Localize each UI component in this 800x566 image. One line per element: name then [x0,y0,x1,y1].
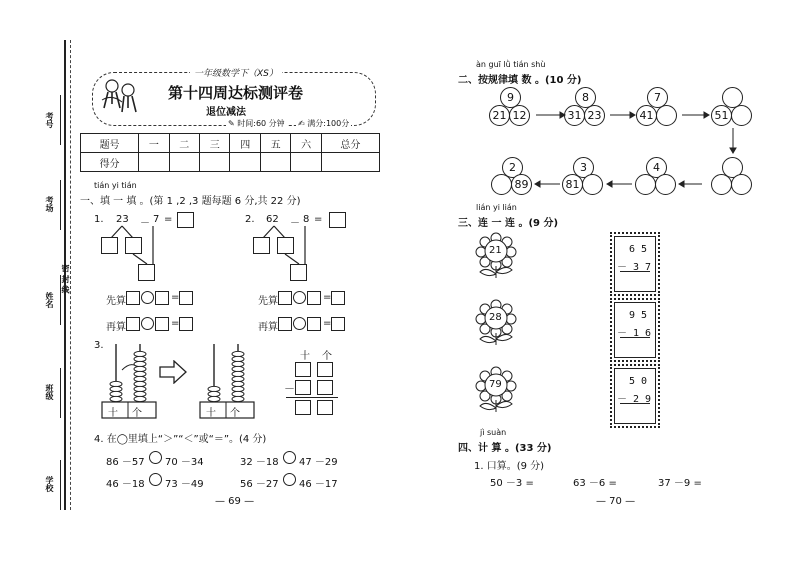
q1-answer-box[interactable] [177,212,194,228]
section3-pinyin: lián yi lián [476,203,517,212]
page-number-left: — 69 — [215,496,255,507]
abacus-after-tens: 十 [206,408,216,419]
kids-illustration [100,78,142,114]
compare-circle[interactable] [283,451,296,464]
abacus-after-ones: 个 [230,408,240,419]
score-header-cell: 三 [200,134,230,153]
q2-then-box[interactable] [307,317,321,331]
q2-then-op-circle[interactable] [293,317,306,330]
q1-operator: － [140,218,150,229]
vertical-box[interactable] [295,400,311,415]
q2-first-result[interactable] [331,291,345,305]
q1-number: 1. [94,214,104,225]
series-label: 一年级数学下（XS） [190,66,282,79]
score-header-cell: 一 [139,134,169,153]
q1-then-box[interactable] [126,317,140,331]
flower-number: 28 [489,312,502,323]
q2-then-box[interactable] [278,317,292,331]
pattern-circle: 2 [502,157,523,178]
score-header-cell: 总分 [321,134,379,153]
score-header-cell: 题号 [81,134,139,153]
section1-title: 一、填 一 填 。(第 1 ,2 ,3 题每题 6 分,共 22 分) [80,196,301,207]
pattern-circle: 12 [509,105,530,126]
q4-left-expr: 56 －27 [240,479,279,490]
q1-then-box[interactable] [155,317,169,331]
clock-icon: ✎ [228,119,235,128]
score-table-score-row [81,153,380,172]
section2-pinyin: àn guī lǜ tián shù [476,60,546,69]
section2-title: 二、按规律填 数 。(10 分) [458,75,582,86]
q4-title: 4. 在◯里填上“＞”“＜”或“＝”。(4 分) [94,434,267,445]
q2-then-label: 再算 [258,322,278,333]
vertical-box[interactable] [317,362,333,377]
q2-subtrahend: 8 [303,214,310,225]
score-row-label: 得分 [81,153,139,172]
q4-left-expr: 86 －57 [106,457,145,468]
compare-circle[interactable] [149,473,162,486]
vertical-minus: － [284,382,295,395]
section4-subtitle: 1. 口算。(9 分) [474,461,545,472]
score-table-header-row [81,134,380,153]
score-header-cell: 四 [230,134,260,153]
pattern-circle: 23 [584,105,605,126]
mental-math-item: 37 －9 = [658,478,702,489]
q1-first-op-circle[interactable] [141,291,154,304]
mental-math-item: 63 －6 = [573,478,617,489]
pattern-circle: 3 [573,157,594,178]
q2-middle-box[interactable] [290,264,307,281]
pen-icon: ✍ [298,119,305,128]
score-cell[interactable] [169,153,199,172]
vertical-ones-label: 个 [322,351,332,362]
score-cell[interactable] [230,153,260,172]
q2-then-result[interactable] [331,317,345,331]
q1-first-label: 先算 [106,296,126,307]
q1-minuend: 23 [116,214,129,225]
q2-minuend: 62 [266,214,279,225]
page-title: 第十四周达标测评卷 [168,84,304,102]
field-class: 班级 [45,384,54,400]
pattern-blank[interactable] [655,174,676,195]
q1-middle-box[interactable] [138,264,155,281]
pattern-blank[interactable] [711,174,732,195]
subtraction-card[interactable] [610,298,660,362]
pattern-circle: 51 [711,105,732,126]
q1-first-box[interactable] [126,291,140,305]
section4-pinyin: jì suàn [480,428,507,437]
q1-split-box-right[interactable] [125,237,142,254]
pattern-circle: 41 [636,105,657,126]
q4-left-expr: 46 －18 [106,479,145,490]
field-school: 学校 [45,476,54,492]
seal-line-label: 密 封 线 [61,264,70,294]
q2-split-box-left[interactable] [253,237,270,254]
q4-right-expr: 46 －17 [299,479,338,490]
pattern-circle: 9 [500,87,521,108]
section4-title: 四、计 算 。(33 分) [458,443,552,454]
flower-number: 79 [489,379,502,390]
subtraction-card[interactable] [610,364,660,428]
pattern-blank[interactable] [731,174,752,195]
compare-circle[interactable] [149,451,162,464]
page-subtitle: 退位减法 [206,107,246,118]
score-cell[interactable] [260,153,290,172]
arrow-icon [158,360,188,384]
pattern-circle: 89 [511,174,532,195]
q1-then-op-circle[interactable] [141,317,154,330]
q2-number: 2. [245,214,255,225]
page-number-right: — 70 — [596,496,636,507]
pattern-circle: 4 [646,157,667,178]
q1-first-result[interactable] [179,291,193,305]
field-exam-number: 考号 [45,112,54,128]
q2-answer-box[interactable] [329,212,346,228]
flower-number: 21 [489,245,502,256]
pattern-circle: 7 [647,87,668,108]
card-top-number: 5 0 [629,376,648,387]
q2-operator: － [290,218,300,229]
q1-then-label: 再算 [106,322,126,333]
q4-right-expr: 47 －29 [299,457,338,468]
score-cell[interactable] [321,153,379,172]
score-cell[interactable] [291,153,321,172]
abacus-before-ones: 个 [132,408,142,419]
mental-math-item: 50 －3 = [490,478,534,489]
vertical-box[interactable] [295,380,311,395]
q4-right-expr: 70 －34 [165,457,204,468]
q4-right-expr: 73 －49 [165,479,204,490]
vertical-tens-label: 十 [300,351,310,362]
vertical-box[interactable] [317,380,333,395]
score-header-cell: 六 [291,134,321,153]
pattern-circle: 31 [564,105,585,126]
pattern-circle: 81 [562,174,583,195]
full-score: ✍ 满分:100分 [298,119,350,128]
card-top-number: 9 5 [629,310,648,321]
score-header-cell: 二 [169,134,199,153]
pattern-blank[interactable] [582,174,603,195]
section3-title: 三、连 一 连 。(9 分) [458,218,559,229]
q1-then-result[interactable] [179,317,193,331]
card-bottom-number: － 2 9 [617,394,652,405]
field-exam-room: 考场 [45,196,54,212]
q1-subtrahend: 7 [153,214,160,225]
section1-pinyin: tián yi tián [94,181,137,190]
subtraction-card[interactable] [610,232,660,296]
pattern-blank[interactable] [635,174,656,195]
q4-left-expr: 32 －18 [240,457,279,468]
card-top-number: 6 5 [629,244,648,255]
q1-equals: = [164,214,173,225]
vertical-box[interactable] [295,362,311,377]
q3-number: 3. [94,340,104,351]
q1-split-box-left[interactable] [101,237,118,254]
pattern-circle: 21 [489,105,510,126]
q2-equals: = [314,214,323,225]
score-header-cell: 五 [260,134,290,153]
q2-first-box[interactable] [278,291,292,305]
q2-first-box[interactable] [307,291,321,305]
field-name: 姓名 [45,292,54,308]
card-bottom-number: － 3 7 [617,262,652,273]
q2-first-op-circle[interactable] [293,291,306,304]
score-table [80,133,380,172]
score-cell[interactable] [139,153,169,172]
score-cell[interactable] [200,153,230,172]
compare-circle[interactable] [283,473,296,486]
abacus-before-tens: 十 [108,408,118,419]
pattern-circle: 8 [575,87,596,108]
q2-first-label: 先算 [258,296,278,307]
time-limit: ✎ 时间:60 分钟 [228,119,285,128]
q2-split-box-right[interactable] [277,237,294,254]
card-bottom-number: － 1 6 [617,328,652,339]
pattern-blank[interactable] [491,174,512,195]
q1-first-box[interactable] [155,291,169,305]
vertical-box[interactable] [317,400,333,415]
